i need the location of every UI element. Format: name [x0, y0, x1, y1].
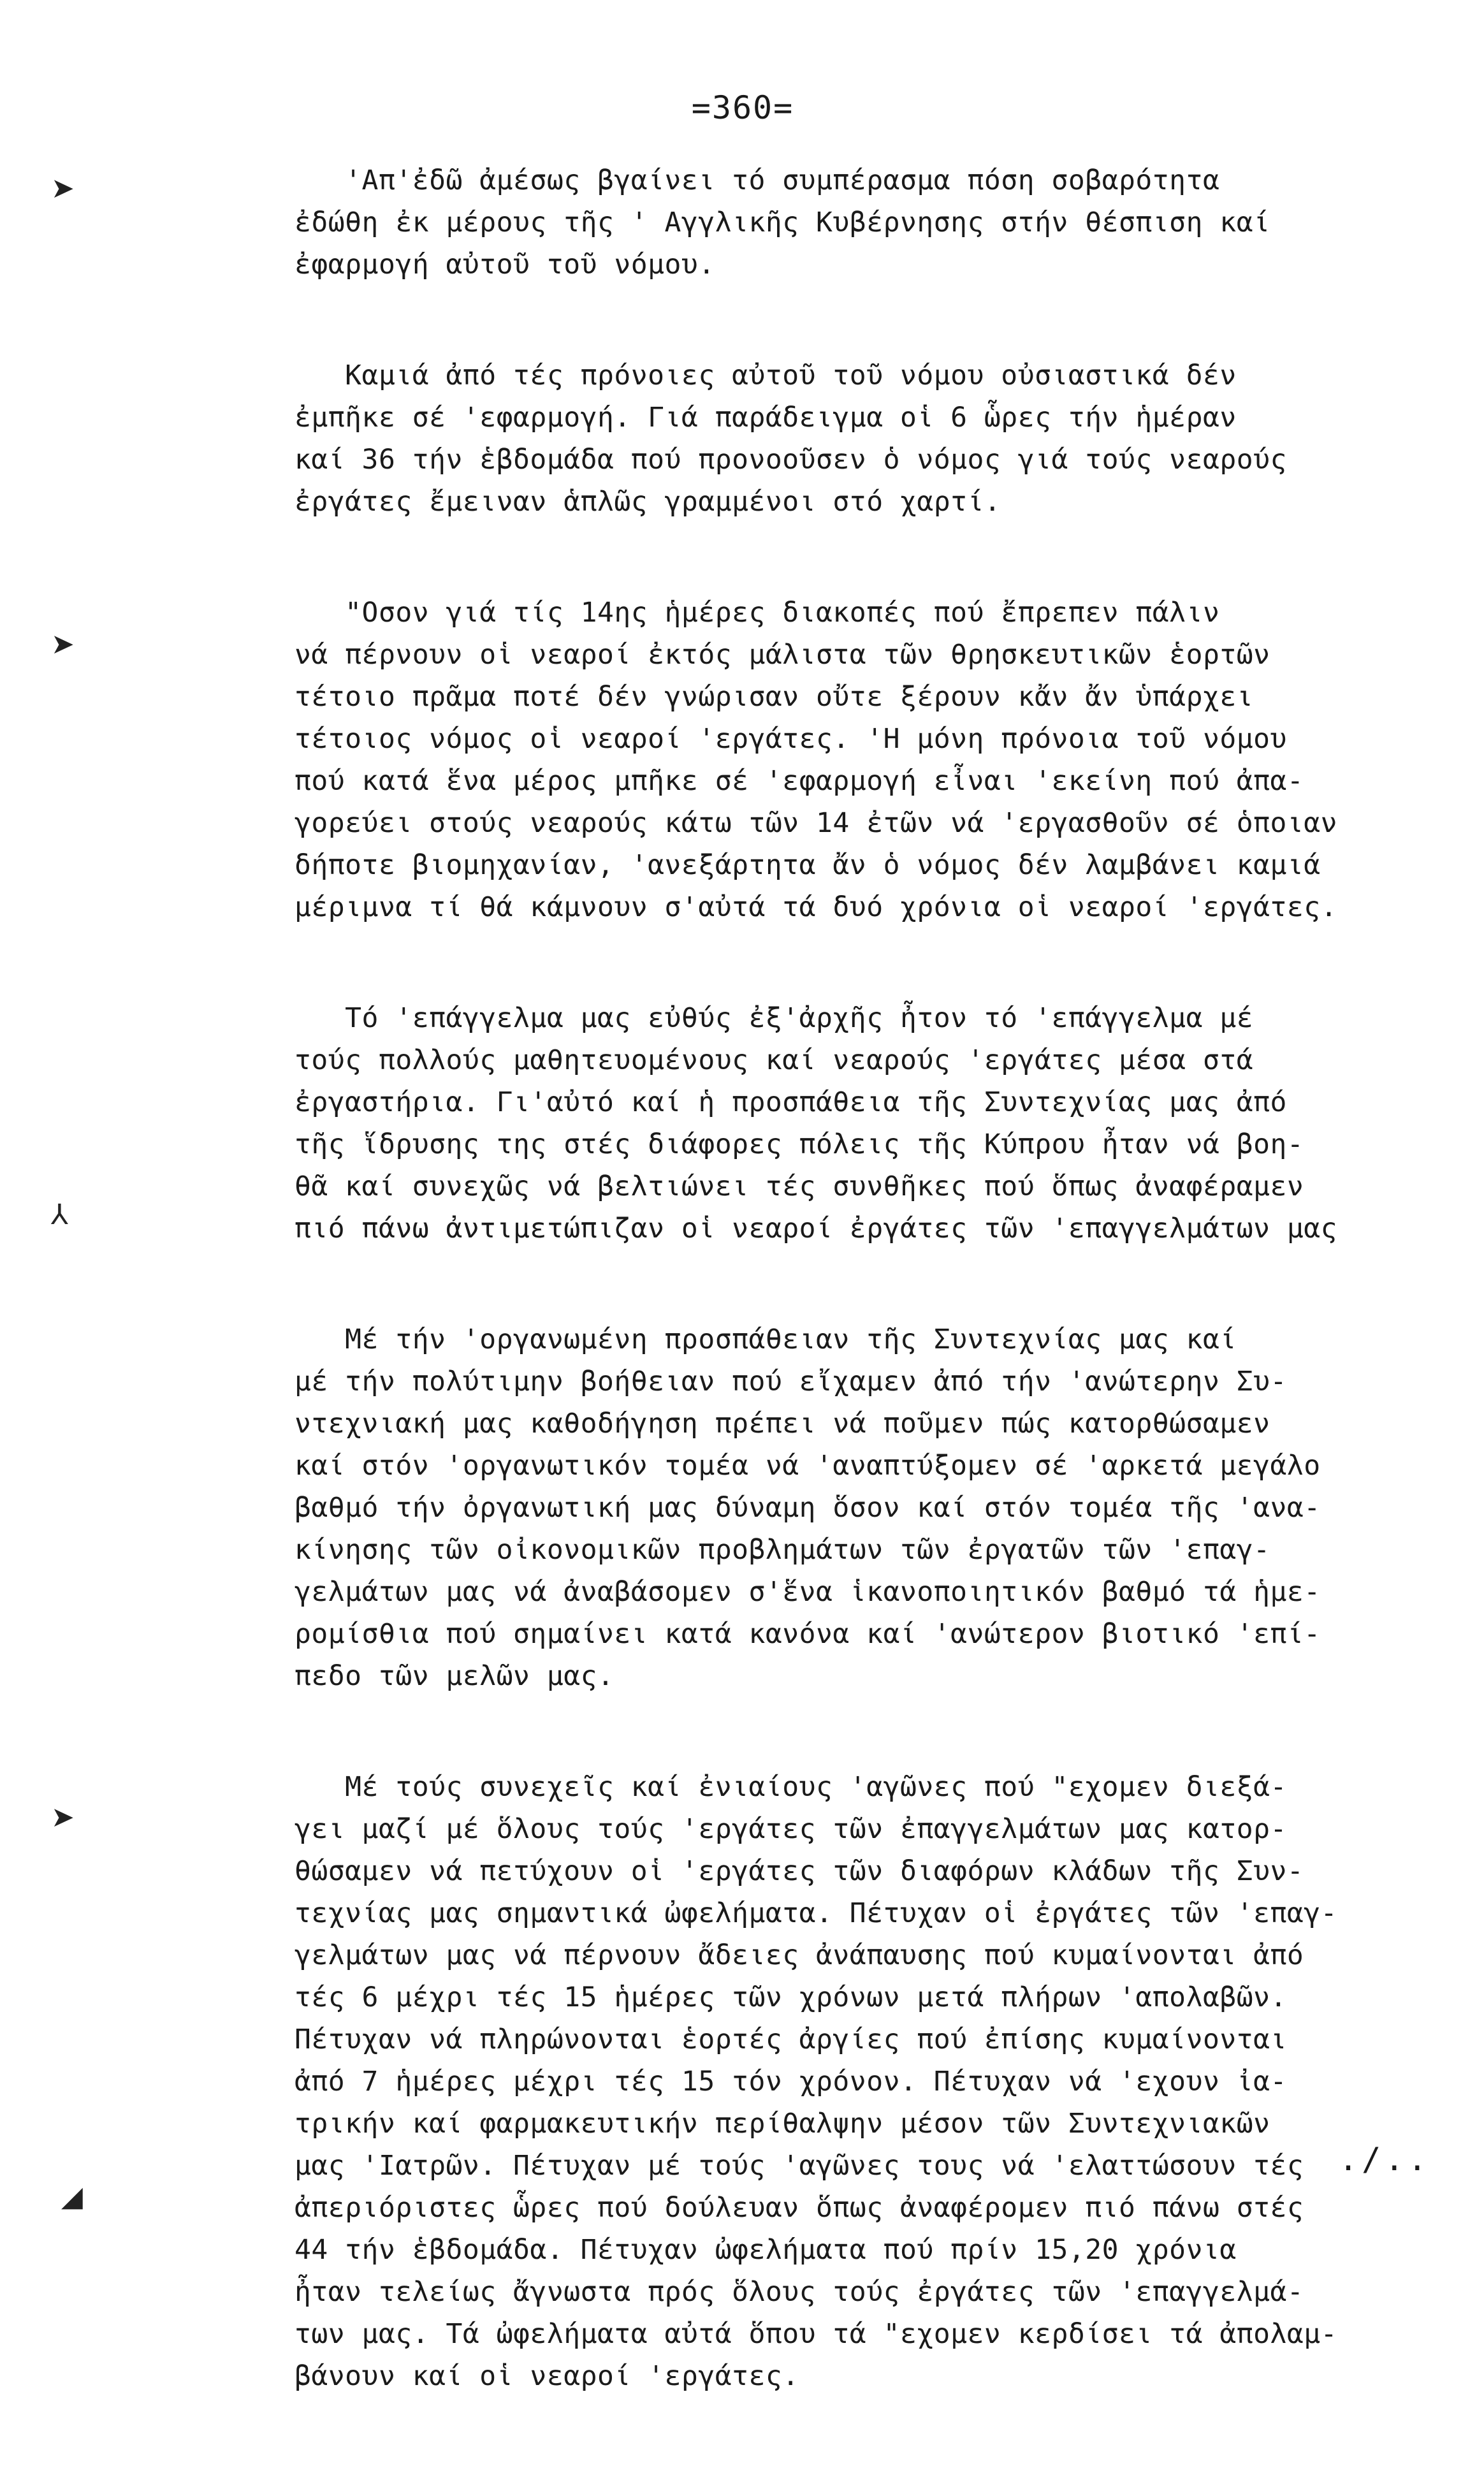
- text-line: μέ τήν πολύτιμην βοήθειαν πού εἴχαμεν ἀπό τήν 'ανώτερην Συ-: [295, 1366, 1287, 1397]
- text-line: "Οσον γιά τίς 14ης ἡμέρες διακοπές πού ἔπρεπεν πάλιν: [295, 597, 1220, 629]
- text-line: τέτοιο πρᾶμα ποτέ δέν γνώρισαν οὔτε ξέρουν κἄν ἄν ὑπάρχει: [295, 681, 1254, 713]
- text-line: ἀπεριόριστες ὧρες πού δούλευαν ὅπως ἀναφέρομεν πιό πάνω στές: [295, 2192, 1304, 2224]
- text-line: δήποτε βιομηχανίαν, 'ανεξάρτητα ἄν ὁ νόμος δέν λαμβάνει καμιά: [295, 849, 1321, 881]
- text-line: Καμιά ἀπό τές πρόνοιες αὐτοῦ τοῦ νόμου οὐσιαστικά δέν: [295, 360, 1237, 391]
- paragraph-1: [295, 159, 1480, 286]
- text-line: Μέ τήν 'οργανωμένη προσπάθειαν τῆς Συντεχνίας μας καί: [295, 1324, 1237, 1355]
- paragraph-2: [295, 354, 1480, 523]
- text-line: τέτοιος νόμος οἱ νεαροί 'εργάτες. 'Η μόνη πρόνοια τοῦ νόμου: [295, 723, 1287, 755]
- margin-arrow-icon: ◢: [61, 2180, 83, 2213]
- text-line: θώσαμεν νά πετύχουν οἱ 'εργάτες τῶν διαφόρων κλάδων τῆς Συν-: [295, 1855, 1304, 1887]
- text-line: των μας. Τά ὠφελήματα αὐτά ὅπου τά "εχομεν κερδίσει τά ἀπολαμ-: [295, 2318, 1338, 2350]
- text-line: ἀπό 7 ἡμέρες μέχρι τές 15 τόν χρόνον. Πέτυχαν νά 'εχουν ἰα-: [295, 2066, 1287, 2098]
- text-line: πεδο τῶν μελῶν μας.: [295, 1660, 615, 1692]
- text-line: γει μαζί μέ ὅλους τούς 'εργάτες τῶν ἐπαγγελμάτων μας κατορ-: [295, 1813, 1287, 1845]
- text-line: Μέ τούς συνεχεῖς καί ἐνιαίους 'αγῶνες πού "εχομεν διεξά-: [295, 1771, 1287, 1803]
- text-line: κίνησης τῶν οἰκονομικῶν προβλημάτων τῶν ἐργατῶν τῶν 'επαγ-: [295, 1534, 1270, 1566]
- paragraph-4: [295, 997, 1480, 1250]
- text-line: Τό 'επάγγελμα μας εὐθύς ἐξ'ἀρχῆς ἦτον τό 'επάγγελμα μέ: [295, 1002, 1254, 1034]
- continuation-mark: ./..: [1339, 2141, 1431, 2178]
- text-line: Πέτυχαν νά πληρώνονται ἑορτές ἀργίες πού ἐπίσης κυμαίνονται: [295, 2024, 1287, 2055]
- text-line: γελμάτων μας νά ἀναβάσομεν σ'ἕνα ἱκανοποιητικόν βαθμό τά ἡμε-: [295, 1576, 1321, 1608]
- text-line: 44 τήν ἑβδομάδα. Πέτυχαν ὠφελήματα πού πρίν 15,20 χρόνια: [295, 2234, 1237, 2266]
- text-line: ἐργαστήρια. Γι'αὐτό καί ἡ προσπάθεια τῆς Συντεχνίας μας ἀπό: [295, 1086, 1287, 1118]
- text-line: μέριμνα τί θά κάμνουν σ'αὐτά τά δυό χρόνια οἱ νεαροί 'εργάτες.: [295, 891, 1338, 923]
- text-line: ρομίσθια πού σημαίνει κατά κανόνα καί 'ανώτερον βιοτικό 'επί-: [295, 1618, 1321, 1650]
- margin-arrow-icon: ➤: [51, 1801, 75, 1834]
- margin-arrow-icon: ⅄: [51, 1199, 68, 1231]
- page-number: =360=: [691, 89, 794, 126]
- text-line: τούς πολλούς μαθητευομένους καί νεαρούς 'εργάτες μέσα στά: [295, 1044, 1254, 1076]
- margin-arrow-icon: ➤: [51, 172, 75, 205]
- text-line: γορεύει στούς νεαρούς κάτω τῶν 14 ἐτῶν νά 'εργασθοῦν σέ ὁποιαν: [295, 807, 1338, 839]
- paragraph-3: [295, 592, 1480, 928]
- text-line: 'Απ'ἐδῶ ἀμέσως βγαίνει τό συμπέρασμα πόση σοβαρότητα: [295, 164, 1220, 196]
- text-line: τῆς ἵδρυσης της στές διάφορες πόλεις τῆς Κύπρου ἦταν νά βοη-: [295, 1128, 1304, 1160]
- text-line: γελμάτων μας νά πέρνουν ἄδειες ἀνάπαυσης πού κυμαίνονται ἀπό: [295, 1939, 1304, 1971]
- document-body: [295, 159, 1480, 2466]
- paragraph-5: [295, 1318, 1480, 1697]
- text-line: πιό πάνω ἀντιμετώπιζαν οἱ νεαροί ἐργάτες τῶν 'επαγγελμάτων μας: [295, 1213, 1338, 1244]
- text-line: νά πέρνουν οἱ νεαροί ἐκτός μάλιστα τῶν θρησκευτικῶν ἑορτῶν: [295, 639, 1270, 671]
- text-line: θᾶ καί συνεχῶς νά βελτιώνει τές συνθῆκες πού ὅπως ἀναφέραμεν: [295, 1171, 1304, 1202]
- text-line: ἦταν τελείως ἄγνωστα πρός ὅλους τούς ἐργάτες τῶν 'επαγγελμά-: [295, 2276, 1304, 2308]
- text-line: καί στόν 'οργανωτικόν τομέα νά 'αναπτύξομεν σέ 'αρκετά μεγάλο: [295, 1450, 1321, 1482]
- text-line: καί 36 τήν ἑβδομάδα πού προνοοῦσεν ὁ νόμος γιά τούς νεαρούς: [295, 444, 1287, 476]
- text-line: ἐδώθη ἐκ μέρους τῆς ' Αγγλικῆς Κυβέρνησης στήν θέσπιση καί: [295, 207, 1270, 238]
- text-line: ντεχνιακή μας καθοδήγηση πρέπει νά ποῦμεν πώς κατορθώσαμεν: [295, 1408, 1270, 1440]
- text-line: τεχνίας μας σημαντικά ὠφελήματα. Πέτυχαν οἱ ἐργάτες τῶν 'επαγ-: [295, 1897, 1338, 1929]
- paragraph-6: [295, 1766, 1480, 2397]
- margin-arrow-icon: ➤: [51, 628, 75, 660]
- text-line: τές 6 μέχρι τές 15 ἡμέρες τῶν χρόνων μετά πλήρων 'απολαβῶν.: [295, 1981, 1287, 2013]
- text-line: βαθμό τήν ὀργανωτική μας δύναμη ὅσον καί στόν τομέα τῆς 'ανα-: [295, 1492, 1321, 1524]
- text-line: ἐφαρμογή αὐτοῦ τοῦ νόμου.: [295, 249, 715, 281]
- text-line: ἐργάτες ἔμειναν ἁπλῶς γραμμένοι στό χαρτί.: [295, 486, 1001, 518]
- text-line: βάνουν καί οἱ νεαροί 'εργάτες.: [295, 2360, 799, 2392]
- text-line: μας 'Ιατρῶν. Πέτυχαν μέ τούς 'αγῶνες τους νά 'ελαττώσουν τές: [295, 2150, 1304, 2182]
- text-line: τρικήν καί φαρμακευτικήν περίθαλψην μέσον τῶν Συντεχνιακῶν: [295, 2108, 1270, 2140]
- text-line: ἐμπῆκε σέ 'εφαρμογή. Γιά παράδειγμα οἱ 6 ὧρες τήν ἡμέραν: [295, 402, 1237, 434]
- text-line: πού κατά ἕνα μέρος μπῆκε σέ 'εφαρμογή εἶναι 'εκείνη πού ἀπα-: [295, 765, 1304, 797]
